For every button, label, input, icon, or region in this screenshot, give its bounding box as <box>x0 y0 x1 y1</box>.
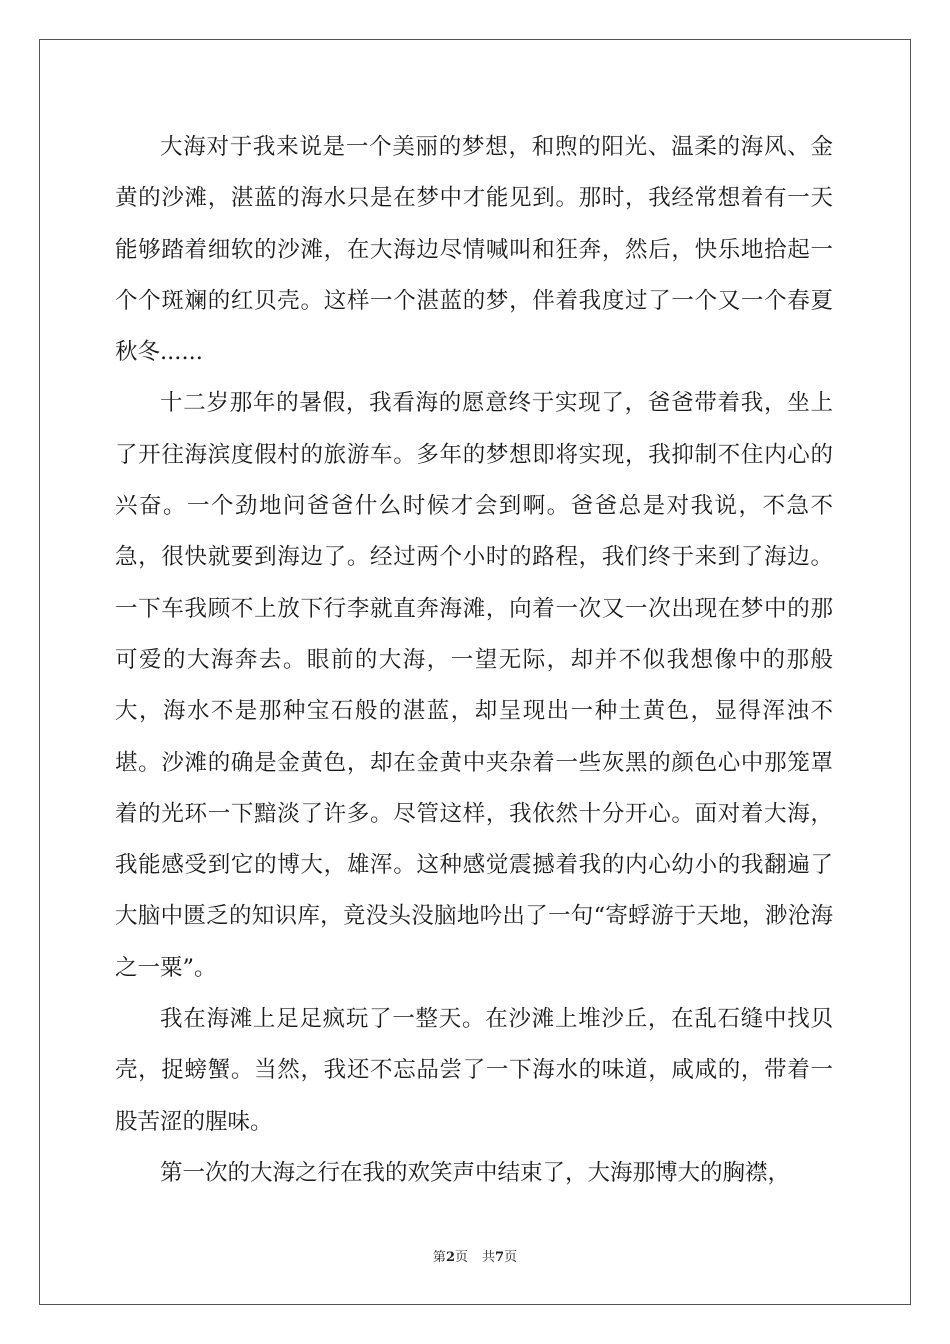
document-body <box>115 122 833 1199</box>
paragraph-3: 我在海滩上足足疯玩了一整天。在沙滩上堆沙丘，在乱石缝中找贝壳，捉螃蟹。当然，我还不忘品尝了一下海水的味道，咸咸的，带着一股苦涩的腥味。 <box>115 1006 833 1135</box>
total-suffix: 页 <box>504 1250 518 1265</box>
total-prefix: 共 <box>482 1250 496 1265</box>
page-number: 2 <box>445 1250 455 1265</box>
page-prefix: 第 <box>432 1250 446 1265</box>
page-footer <box>0 1246 950 1265</box>
paragraph-4: 第一次的大海之行在我的欢笑声中结束了，大海那博大的胸襟， <box>160 1159 791 1186</box>
total-pages: 7 <box>495 1250 505 1265</box>
page-suffix: 页 <box>454 1250 468 1265</box>
paragraph-2: 十二岁那年的暑假，我看海的愿意终于实现了，爸爸带着我，坐上了开往海滨度假村的旅游车。多年的梦想即将实现，我抑制不住内心的兴奋。一个劲地问爸爸什么时候才会到啊。爸爸总是对我说，不急不急，很快就要到海边了。经过两个小时的路程，我们终于来到了海边。一下车我顾不上放下行李就直奔海滩，向着一次又一次出现在梦中的那可爱的大海奔去。眼前的大海，一望无际，却并不似我想像中的那般大，海水不是那种宝石般的湛蓝，却呈现出一种土黄色，显得浑浊不堪。沙滩的确是金黄色，却在金黄中夹杂着一些灰黑的颜色心中那笼罩着的光环一下黯淡了许多。尽管这样，我依然十分开心。面对着大海，我能感受到它的博大，雄浑。这种感觉震撼着我的内心幼小的我翻遍了大脑中匮乏的知识库，竟没头没脑地吟出了一句“寄蜉游于天地，渺沧海之一粟”。 <box>115 390 833 981</box>
paragraph-1: 大海对于我来说是一个美丽的梦想，和煦的阳光、温柔的海风、金黄的沙滩，湛蓝的海水只是在梦中才能见到。那时，我经常想着有一天能够踏着细软的沙滩，在大海边尽情喊叫和狂奔，然后，快乐地拾起一个个斑斓的红贝壳。这样一个湛蓝的梦，伴着我度过了一个又一个春夏秋冬...... <box>115 134 833 366</box>
